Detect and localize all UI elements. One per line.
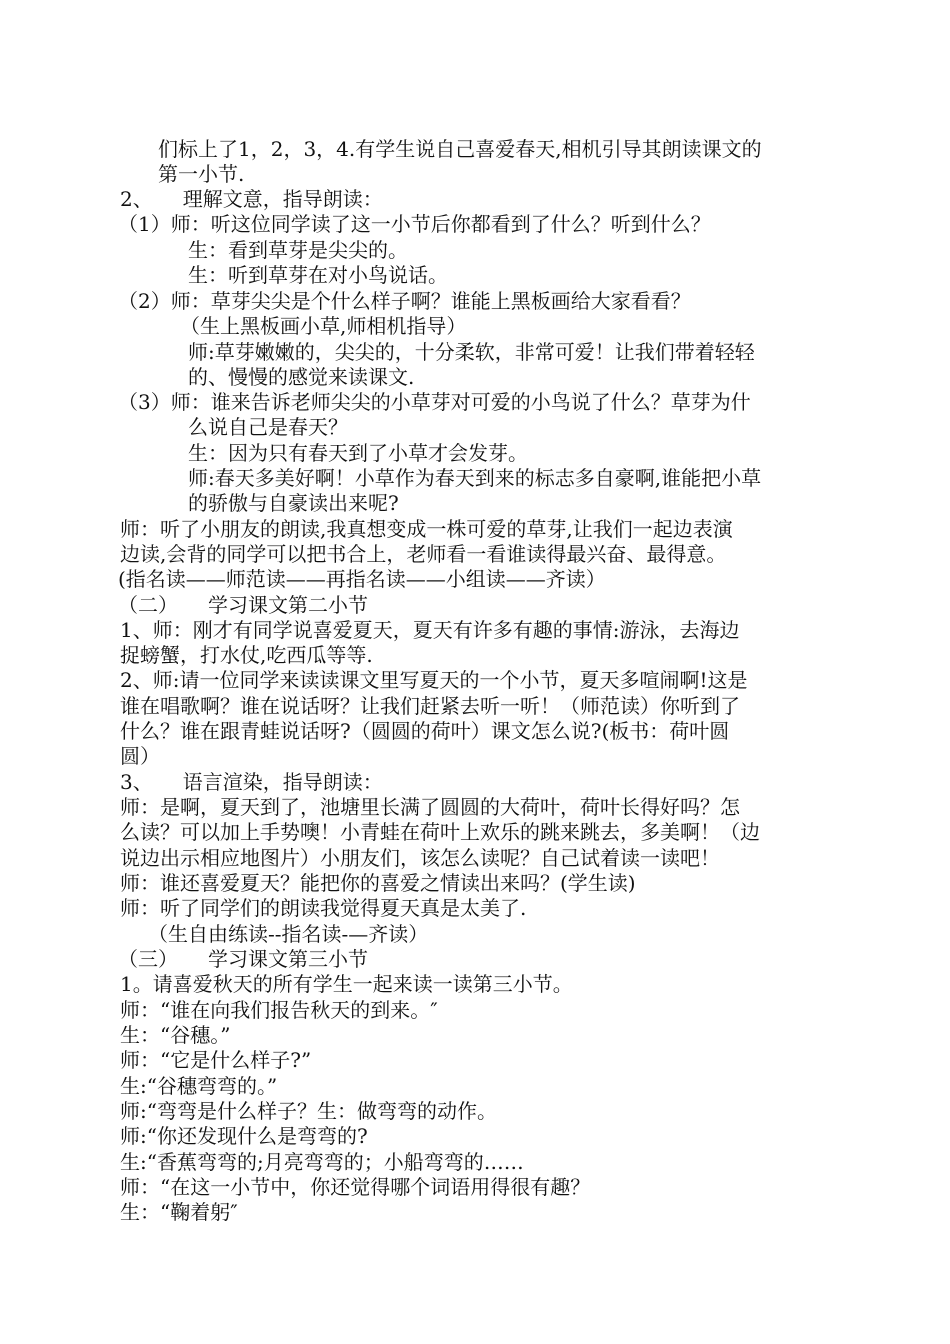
text-line: 生：“谷穗。”: [120, 1023, 231, 1047]
text-line: （二） 学习课文第二小节: [118, 593, 368, 617]
text-line: 的骄傲与自豪读出来呢?: [188, 491, 399, 515]
text-line: 么读？可以加上手势噢！小青蛙在荷叶上欢乐的跳来跳去，多美啊！（边: [120, 820, 760, 844]
text-line: 2、师:请一位同学来读读课文里写夏天的一个小节，夏天多喧闹啊!这是: [120, 668, 748, 692]
text-line: 第一小节.: [158, 162, 245, 186]
text-line: （生自由练读--指名读-—齐读）: [148, 922, 429, 946]
text-line: 生:“谷穗弯弯的。”: [120, 1074, 278, 1098]
text-line: 什么？谁在跟青蛙说话呀?（圆圆的荷叶）课文怎么说?(板书：荷叶圆: [120, 719, 730, 743]
text-line: 师：“它是什么样子?”: [120, 1048, 312, 1072]
text-line: 1、师：刚才有同学说喜爱夏天，夏天有许多有趣的事情:游泳，去海边: [120, 618, 740, 642]
text-line: 师:“你还发现什么是弯弯的?: [120, 1124, 368, 1148]
text-line: (指名读——师范读——再指名读——小组读——齐读）: [118, 567, 606, 591]
text-line: 3、 语言渲染，指导朗读：: [120, 770, 383, 794]
text-line: 师：是啊，夏天到了，池塘里长满了圆圆的大荷叶，荷叶长得好吗？怎: [120, 795, 740, 819]
text-line: 的、慢慢的感觉来读课文.: [188, 365, 415, 389]
text-line: 师：“谁在向我们报告秋天的到来。″: [120, 998, 438, 1022]
text-line: （三） 学习课文第三小节: [118, 947, 368, 971]
text-line: 们标上了1，2，3，4.有学生说自己喜爱春天,相机引导其朗读课文的: [158, 137, 762, 161]
text-line: 师:春天多美好啊！小草作为春天到来的标志多自豪啊,谁能把小草: [188, 466, 762, 490]
text-line: 生：听到草芽在对小鸟说话。: [188, 263, 448, 287]
text-line: 1。请喜爱秋天的所有学生一起来读一读第三小节。: [120, 972, 573, 996]
text-line: 边读,会背的同学可以把书合上，老师看一看谁读得最兴奋、最得意。: [120, 542, 727, 566]
text-line: （3）师：谁来告诉老师尖尖的小草芽对可爱的小鸟说了什么？草芽为什: [118, 390, 751, 414]
text-line: 么说自己是春天？: [188, 415, 348, 439]
text-line: 说边出示相应地图片）小朋友们，该怎么读呢？自己试着读一读吧！: [120, 846, 720, 870]
text-line: 生：“鞠着躬″: [120, 1200, 238, 1224]
text-line: 2、 理解文意，指导朗读：: [120, 187, 383, 211]
text-line: 师:草芽嫩嫩的，尖尖的，十分柔软，非常可爱！让我们带着轻轻: [188, 340, 755, 364]
text-line: （生上黑板画小草,师相机指导）: [180, 314, 467, 338]
text-line: 师：谁还喜爱夏天？能把你的喜爱之情读出来吗？(学生读): [120, 871, 636, 895]
text-line: 圆）: [120, 744, 160, 768]
text-line: 师：听了同学们的朗读我觉得夏天真是太美了.: [120, 896, 527, 920]
text-line: 捉螃蟹，打水仗,吃西瓜等等.: [120, 643, 373, 667]
text-line: 谁在唱歌啊？谁在说话呀？让我们赶紧去听一听！（师范读）你听到了: [120, 694, 740, 718]
text-line: 生:“香蕉弯弯的;月亮弯弯的；小船弯弯的……: [120, 1150, 524, 1174]
text-line: （2）师：草芽尖尖是个什么样子啊？谁能上黑板画给大家看看？: [118, 289, 691, 313]
text-line: 师：“在这一小节中，你还觉得哪个词语用得很有趣？: [120, 1175, 591, 1199]
text-line: 生：因为只有春天到了小草才会发芽。: [188, 441, 528, 465]
text-line: 生：看到草芽是尖尖的。: [188, 238, 408, 262]
text-line: 师：听了小朋友的朗读,我真想变成一株可爱的草芽,让我们一起边表演: [120, 517, 733, 541]
text-line: （1）师：听这位同学读了这一小节后你都看到了什么？听到什么？: [118, 212, 711, 236]
text-line: 师:“弯弯是什么样子？生：做弯弯的动作。: [120, 1099, 497, 1123]
